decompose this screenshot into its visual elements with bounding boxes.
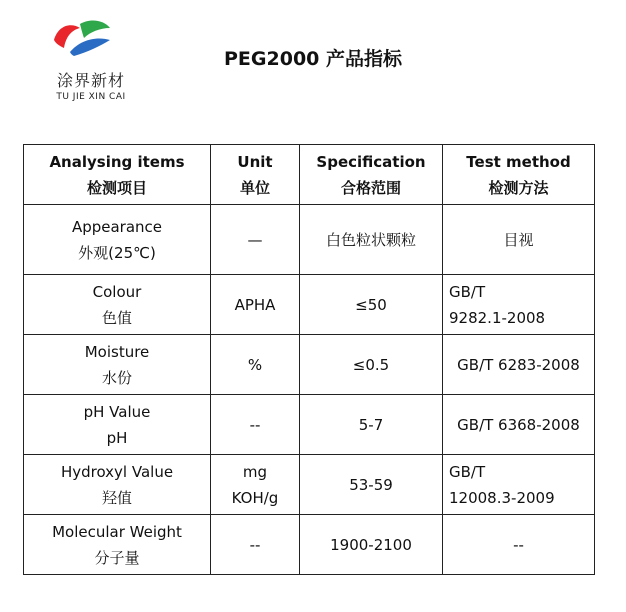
table-row bbox=[24, 205, 595, 275]
cell-item bbox=[24, 205, 211, 275]
header-specification bbox=[300, 145, 443, 205]
cell-unit bbox=[211, 335, 300, 395]
unit-line: mg bbox=[242, 462, 268, 481]
header-analysing-items bbox=[24, 145, 211, 205]
method-line: 目视 bbox=[503, 230, 534, 249]
cell-spec: 53-59 bbox=[300, 455, 443, 515]
unit-line: KOH/g bbox=[231, 488, 279, 507]
method-line: GB/T 6283-2008 bbox=[457, 355, 580, 374]
item-en: Molecular Weight bbox=[52, 522, 182, 541]
table-row bbox=[24, 335, 595, 395]
cell-spec: 5-7 bbox=[300, 395, 443, 455]
header-en: Unit bbox=[237, 152, 273, 171]
item-cn: 外观(25℃) bbox=[78, 243, 156, 262]
item-cn: pH bbox=[106, 428, 128, 447]
table-row bbox=[24, 395, 595, 455]
cell-spec: ≤50 bbox=[300, 275, 443, 335]
cell-unit bbox=[211, 275, 300, 335]
cell-spec: ≤0.5 bbox=[300, 335, 443, 395]
item-en: Hydroxyl Value bbox=[60, 462, 174, 481]
table-header-row bbox=[24, 145, 595, 205]
cell-method bbox=[443, 275, 595, 335]
method-line: -- bbox=[513, 535, 524, 554]
cell-method bbox=[443, 515, 595, 575]
method-line: GB/T bbox=[449, 282, 486, 301]
cell-item bbox=[24, 395, 211, 455]
method-line: 9282.1-2008 bbox=[449, 308, 546, 327]
spec-table bbox=[23, 144, 595, 575]
cell-method bbox=[443, 455, 595, 515]
unit-line: -- bbox=[249, 535, 261, 554]
document-title: PEG2000 产品指标 bbox=[224, 48, 402, 70]
item-en: Appearance bbox=[71, 217, 163, 236]
header-en: Test method bbox=[466, 152, 571, 171]
cell-item bbox=[24, 455, 211, 515]
method-line: GB/T 6368-2008 bbox=[457, 415, 580, 434]
header-en: Specification bbox=[316, 152, 426, 171]
cell-unit bbox=[211, 515, 300, 575]
cell-item bbox=[24, 275, 211, 335]
header-cn: 检测项目 bbox=[86, 178, 147, 197]
table-row bbox=[24, 455, 595, 515]
item-cn: 水份 bbox=[101, 368, 132, 387]
logo-green-leaf bbox=[80, 21, 110, 38]
method-line: 12008.3-2009 bbox=[449, 488, 555, 507]
table-row bbox=[24, 515, 595, 575]
unit-line: -- bbox=[249, 415, 261, 434]
table-row bbox=[24, 275, 595, 335]
cell-unit bbox=[211, 205, 300, 275]
header-cn: 检测方法 bbox=[488, 178, 549, 197]
cell-spec: 1900-2100 bbox=[300, 515, 443, 575]
unit-line: APHA bbox=[234, 295, 276, 314]
item-en: Colour bbox=[92, 282, 142, 301]
header-unit bbox=[211, 145, 300, 205]
header-cn: 单位 bbox=[239, 178, 270, 197]
cell-item bbox=[24, 335, 211, 395]
item-cn: 分子量 bbox=[94, 548, 140, 567]
logo-english-name: TU JIE XIN CAI bbox=[56, 92, 126, 102]
item-cn: 羟值 bbox=[101, 488, 132, 507]
item-en: Moisture bbox=[84, 342, 150, 361]
cell-unit bbox=[211, 455, 300, 515]
unit-line: % bbox=[247, 355, 263, 374]
unit-line: — bbox=[247, 230, 263, 249]
header-cn: 合格范围 bbox=[340, 178, 401, 197]
logo-chinese-name: 涂界新材 bbox=[56, 71, 125, 90]
header-en: Analysing items bbox=[49, 152, 185, 171]
item-cn: 色值 bbox=[101, 308, 132, 327]
cell-unit bbox=[211, 395, 300, 455]
cell-spec: 白色粒状颗粒 bbox=[300, 205, 443, 275]
method-line: GB/T bbox=[449, 462, 486, 481]
cell-item bbox=[24, 515, 211, 575]
header-test-method bbox=[443, 145, 595, 205]
cell-method bbox=[443, 335, 595, 395]
item-en: pH Value bbox=[83, 402, 151, 421]
cell-method bbox=[443, 205, 595, 275]
cell-method bbox=[443, 395, 595, 455]
